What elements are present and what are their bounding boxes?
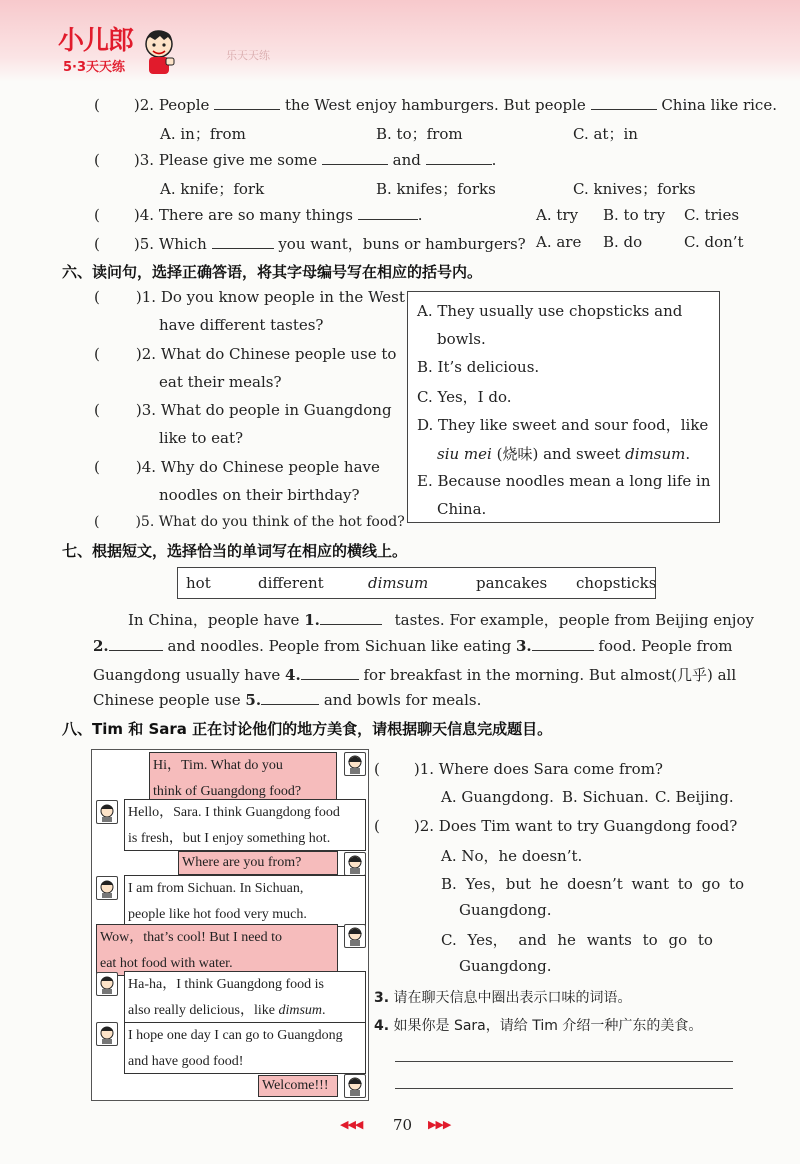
answer-options-box [407, 291, 720, 523]
section-7-heading: 七、根据短文，选择恰当的单词写在相应的横线上。 [62, 542, 408, 560]
section-8-heading: 八、Tim 和 Sara 正在讨论他们的地方美食，请根据聊天信息完成题目。 [62, 720, 553, 738]
word-dimsum: dimsum [368, 574, 429, 592]
option-c: C. knives；forks [573, 180, 696, 198]
answer-blank[interactable] [591, 97, 657, 110]
mascot-icon [140, 28, 178, 76]
sec8-q1-option-c: C. Beijing. [655, 788, 734, 806]
answer-b: B. It’s delicious. [417, 358, 540, 376]
option-c: C. at；in [573, 125, 638, 143]
word-bank [177, 567, 656, 599]
sec8-q2-option-c: C. Yes， and he wants to go to [441, 931, 713, 949]
answer-blank[interactable] [214, 97, 280, 110]
sec8-q1-option-a: A. Guangdong. [441, 788, 554, 806]
passage-line-3: Guangdong usually have 4. for breakfast in the morning. But almost(几乎) all [93, 666, 737, 684]
option-b: B. to try [603, 206, 666, 224]
sec8-q4: 4. 如果你是 Sara，请给 Tim 介绍一种广东的美食。 [374, 1018, 703, 1034]
sec6-q1-cont: have different tastes? [159, 316, 324, 334]
tim-avatar-icon [96, 876, 118, 900]
option-a: A. are [536, 233, 582, 251]
answer-a: A. They usually use chopsticks and [417, 302, 683, 320]
sec8-q2-option-c-cont: Guangdong. [459, 957, 552, 975]
sara-avatar-icon [344, 852, 366, 876]
passage-line-1: In China，people have 1. tastes. For example，people from Beijing enjoy [128, 611, 754, 629]
sec8-q2-option-b: B. Yes，but he doesn’t want to go to [441, 875, 745, 893]
option-c: C. tries [684, 206, 740, 224]
option-a: A. try [536, 206, 579, 224]
sec8-q1-option-b: B. Sichuan. [562, 788, 649, 806]
chat-bubble-tim: Hello，Sara. I think Guangdong food is fresh，but I enjoy something hot. [124, 799, 366, 851]
writing-line[interactable] [395, 1061, 733, 1062]
answer-blank[interactable] [358, 207, 418, 220]
sec6-q4-cont: noodles on their birthday? [159, 486, 360, 504]
passage-blank-2[interactable] [109, 638, 163, 651]
answer-blank[interactable] [322, 152, 388, 165]
sec8-q2: ( )2. Does Tim want to try Guangdong food? [374, 817, 738, 835]
tim-avatar-icon [96, 800, 118, 824]
option-b: B. do [603, 233, 643, 251]
section-6-heading: 六、读问句，选择正确答语，将其字母编号写在相应的括号内。 [62, 263, 483, 281]
question-4: ( )4. There are so many things . [94, 206, 423, 224]
passage-line-2: 2. and noodles. People from Sichuan like eating 3. food. People from [93, 637, 733, 655]
option-c: C. don’t [684, 233, 744, 251]
passage-blank-1[interactable] [320, 612, 382, 625]
passage-blank-3[interactable] [532, 638, 594, 651]
chat-bubble-sara: Hi，Tim. What do you think of Guangdong food? [149, 752, 337, 804]
answer-d: D. They like sweet and sour food，like [417, 416, 709, 434]
question-2: ( )2. People the West enjoy hamburgers. But people China like rice. [94, 96, 777, 114]
question-3: ( )3. Please give me some and . [94, 151, 497, 169]
answer-blank[interactable] [212, 236, 274, 249]
word-different: different [258, 574, 324, 592]
answer-d-cont: siu mei (烧味) and sweet dimsum. [437, 445, 691, 463]
sec6-q2-cont: eat their meals? [159, 373, 282, 391]
brand-logo: 小儿郎 [58, 26, 134, 56]
option-b: B. to；from [376, 125, 463, 143]
answer-e: E. Because noodles mean a long life in [417, 472, 711, 490]
answer-blank[interactable] [426, 152, 492, 165]
left-arrows-icon: ◀◀◀ [340, 1118, 363, 1131]
sec6-q3: ( )3. What do people in Guangdong [94, 401, 392, 419]
tim-avatar-icon [96, 972, 118, 996]
sec8-q1: ( )1. Where does Sara come from? [374, 760, 663, 778]
page-footer [0, 1116, 800, 1138]
sec6-q4: ( )4. Why do Chinese people have [94, 458, 380, 476]
page-number: 70 [393, 1116, 413, 1134]
passage-line-4: Chinese people use 5. and bowls for meals. [93, 691, 482, 709]
word-hot: hot [186, 574, 211, 592]
chat-bubble-tim: I am from Sichuan. In Sichuan, people like hot food very much. [124, 875, 366, 927]
sec8-q2-option-b-cont: Guangdong. [459, 901, 552, 919]
passage-blank-4[interactable] [301, 667, 359, 680]
chat-bubble-sara: Wow，that’s cool! But I need to eat hot food with water. [96, 924, 338, 976]
sec6-q1: ( )1. Do you know people in the West [94, 288, 405, 306]
question-5: ( )5. Which you want，buns or hamburgers? [94, 235, 526, 253]
answer-e-cont: China. [437, 500, 487, 518]
header-watermark: 乐天天练 [226, 49, 270, 62]
sara-avatar-icon [344, 1074, 366, 1098]
chat-bubble-tim: Ha-ha，I think Guangdong food is also really delicious，like dimsum. [124, 971, 366, 1023]
page-header [0, 0, 800, 82]
writing-line[interactable] [395, 1088, 733, 1089]
option-a: A. in；from [160, 125, 246, 143]
chat-bubble-tim: I hope one day I can go to Guangdong and have good food! [124, 1022, 366, 1074]
sec6-q5: ( )5. What do you think of the hot food? [94, 514, 405, 530]
answer-a-cont: bowls. [437, 330, 486, 348]
chat-window [91, 749, 369, 1101]
sec8-q2-option-a: A. No，he doesn’t. [441, 847, 583, 865]
sara-avatar-icon [344, 924, 366, 948]
right-arrows-icon: ▶▶▶ [428, 1118, 451, 1131]
chat-bubble-sara: Where are you from? [178, 851, 338, 875]
word-pancakes: pancakes [476, 574, 548, 592]
sec6-q3-cont: like to eat? [159, 429, 244, 447]
series-label: 5·3天天练 [63, 60, 126, 75]
sec8-q3: 3. 请在聊天信息中圈出表示口味的词语。 [374, 990, 632, 1006]
word-chopsticks: chopsticks [576, 574, 657, 592]
answer-c: C. Yes，I do. [417, 388, 512, 406]
option-b: B. knifes；forks [376, 180, 496, 198]
option-a: A. knife；fork [160, 180, 265, 198]
passage-blank-5[interactable] [261, 692, 319, 705]
sec6-q2: ( )2. What do Chinese people use to [94, 345, 397, 363]
tim-avatar-icon [96, 1022, 118, 1046]
sara-avatar-icon [344, 752, 366, 776]
chat-bubble-sara: Welcome!!! [258, 1075, 338, 1097]
